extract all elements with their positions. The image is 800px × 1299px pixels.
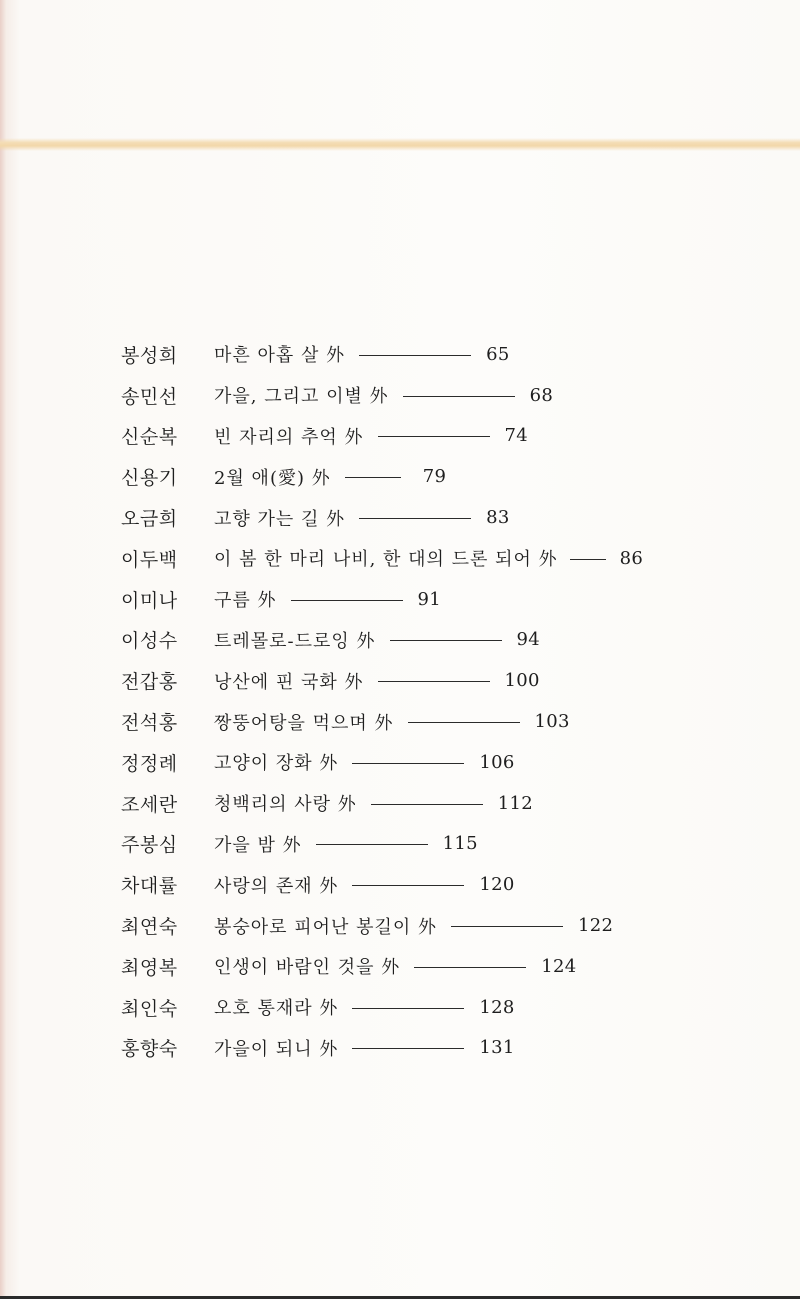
toc-title: 오호 통재라 外	[214, 998, 339, 1020]
table-of-contents	[121, 334, 781, 1068]
toc-author: 최영복	[121, 956, 178, 979]
toc-author: 이두백	[121, 548, 178, 571]
toc-page-number: 91	[417, 588, 442, 610]
toc-title: 가을 밤 外	[214, 834, 302, 856]
toc-page-number: 86	[619, 547, 644, 569]
toc-author: 송민선	[121, 385, 178, 408]
toc-title: 트레몰로-드로잉 外	[214, 630, 376, 652]
toc-leader-line	[359, 518, 471, 519]
toc-page-number: 65	[486, 343, 510, 365]
toc-author: 정정례	[121, 752, 178, 775]
toc-entry	[121, 334, 781, 375]
toc-author: 신용기	[121, 467, 178, 490]
toc-author: 전석홍	[121, 712, 178, 735]
toc-page-number: 100	[504, 670, 540, 692]
toc-entry	[121, 497, 781, 538]
toc-author: 이미나	[121, 589, 178, 612]
toc-page-number: 79	[422, 466, 447, 488]
toc-entry	[121, 905, 781, 946]
toc-title: 이 봄 한 마리 나비, 한 대의 드론 되어 外	[214, 549, 558, 571]
toc-page-number: 68	[529, 384, 554, 406]
toc-leader-line	[408, 722, 520, 723]
toc-leader-line	[352, 885, 464, 886]
toc-author: 최인숙	[121, 997, 178, 1020]
toc-leader-line	[414, 967, 526, 968]
toc-leader-line	[378, 681, 490, 682]
toc-entry	[121, 783, 781, 824]
toc-leader-line	[371, 804, 483, 805]
toc-page-number: 128	[479, 996, 515, 1018]
toc-title: 사랑의 존재 外	[214, 875, 339, 897]
toc-author: 조세란	[121, 793, 178, 816]
toc-title: 고양이 장화 外	[214, 753, 339, 775]
toc-leader-line	[352, 763, 464, 764]
toc-title: 고향 가는 길 外	[214, 508, 346, 530]
toc-page-number: 120	[479, 874, 515, 896]
toc-title: 빈 자리의 추억 外	[214, 426, 364, 448]
toc-entry	[121, 987, 781, 1028]
toc-leader-line	[352, 1008, 464, 1009]
toc-entry	[121, 824, 781, 865]
toc-leader-line	[390, 640, 502, 641]
toc-page-number: 106	[479, 751, 515, 773]
toc-title: 가을, 그리고 이별 外	[214, 386, 389, 408]
toc-author: 차대률	[121, 875, 178, 898]
toc-title: 짱뚱어탕을 먹으며 外	[214, 712, 394, 734]
toc-author: 오금희	[121, 508, 178, 531]
toc-entry	[121, 416, 781, 457]
toc-author: 전갑홍	[121, 671, 178, 694]
toc-title: 2월 애(愛) 外	[214, 467, 331, 489]
toc-leader-line	[291, 600, 403, 601]
toc-page-number: 112	[497, 792, 534, 814]
toc-title: 인생이 바람인 것을 外	[214, 957, 401, 979]
header-rule	[0, 138, 800, 151]
toc-entry	[121, 579, 781, 620]
toc-page-number: 131	[479, 1037, 515, 1059]
toc-title: 봉숭아로 피어난 봉길이 外	[214, 916, 438, 938]
toc-leader-line	[345, 477, 401, 478]
page-gutter	[0, 0, 6, 1299]
toc-entry	[121, 538, 781, 579]
toc-entry	[121, 660, 781, 701]
toc-leader-line	[352, 1048, 464, 1049]
toc-author: 이성수	[121, 630, 178, 653]
toc-entry	[121, 1028, 781, 1069]
toc-entry	[121, 864, 781, 905]
toc-page-number: 74	[504, 425, 529, 447]
toc-title: 구름 外	[214, 590, 277, 612]
toc-leader-line	[316, 844, 428, 845]
toc-leader-line	[451, 926, 563, 927]
toc-page-number: 122	[578, 915, 614, 937]
toc-page-number: 124	[541, 955, 577, 977]
toc-leader-line	[378, 436, 490, 437]
toc-author: 신순복	[121, 426, 178, 449]
toc-leader-line	[570, 559, 606, 560]
toc-entry	[121, 456, 781, 497]
toc-page-number: 115	[442, 833, 478, 855]
toc-entry	[121, 620, 781, 661]
toc-page-number: 103	[534, 711, 570, 733]
toc-entry	[121, 946, 781, 987]
toc-title: 마흔 아홉 살 外	[214, 345, 346, 367]
toc-leader-line	[359, 355, 471, 356]
toc-author: 홍향숙	[121, 1038, 178, 1061]
toc-leader-line	[403, 396, 515, 397]
toc-title: 가을이 되니 外	[214, 1038, 339, 1060]
toc-entry	[121, 701, 781, 742]
toc-author: 봉성희	[121, 344, 178, 367]
toc-title: 청백리의 사랑 外	[214, 794, 357, 816]
toc-entry	[121, 375, 781, 416]
toc-page-number: 83	[486, 507, 510, 529]
toc-entry	[121, 742, 781, 783]
toc-author: 최연숙	[121, 916, 178, 939]
toc-author: 주봉심	[121, 834, 178, 857]
toc-page-number: 94	[516, 629, 541, 651]
toc-title: 낭산에 핀 국화 外	[214, 671, 364, 693]
